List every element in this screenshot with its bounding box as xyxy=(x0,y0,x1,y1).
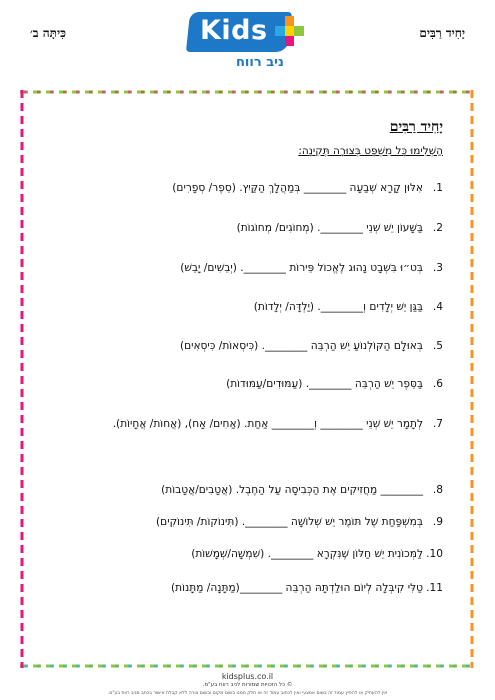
question-number: 9. xyxy=(432,516,443,528)
question-item xyxy=(38,258,443,278)
question-item xyxy=(38,480,443,500)
question-text: אִלּוּן קָרָא שְׁבַעָה ________ בְּמַהֲלָךְ הַקַּיִץ. (סֵפֶר/ סְפָרִים) xyxy=(172,182,423,194)
question-number: 1. xyxy=(432,182,443,194)
site-url: kidsplus.co.il xyxy=(221,672,274,681)
question-item xyxy=(38,336,443,356)
question-number: 6. xyxy=(432,378,443,390)
question-text: לְתָמָר יֵשׁ שְׁנֵי ________ וְ________ אַחַת. (אַחִים/ אָח), (אֲחוֹת/ אֲחָיוֹת). xyxy=(112,418,423,430)
question-number: 2. xyxy=(432,222,443,234)
topic-label: יָחִיד רַבִּים xyxy=(419,26,465,40)
worksheet-title: יָחִיד רַבִּים xyxy=(389,119,443,135)
question-text: בְּאוּלָם הַקּוֹלְנוֹעַ יֵשׁ הַרְבֵּה ________. (כִּיסְאוֹת/ כִּיסְאִים) xyxy=(179,340,423,352)
question-item xyxy=(38,374,443,394)
logo-subtitle: ניב רווח xyxy=(236,55,284,70)
question-text: טַלִּי קִיבְּלָה לְיוֹם הוּלַדְתָּהּ הַרְבֵּה ________(מַתָּנָה/ מַתָּנוֹת) xyxy=(171,582,423,594)
legal-notice: אין להעתיק או להפיץ עמוד זה בשום אמצעי ואין לכתוב עמוד זה או חלק ממנו בשום מקום ובשום צורה ללא קבלת אישור בכתב מניב רווח בע"מ. xyxy=(107,691,388,696)
question-text: בַּסֵּפֶר יֵשׁ הַרְבֵּה ________. (עַמּוּדִים/עַמּוּדוֹת) xyxy=(226,378,423,390)
question-text: בַּשָּׁעוֹן יֵשׁ שְׁנֵי ________. (מְחוֹגִים/ מְחוֹגוֹת) xyxy=(236,222,423,234)
question-number: 4. xyxy=(432,301,443,313)
question-text: בְּט״וּ בִּשְׁבָט נָהוּג לֶאֱכוֹל פֵּירוֹת ________. (יְבֵשִׁים/ יָבֵשׁ) xyxy=(180,262,423,274)
copyright-line: © כל הזכויות שמורות לניב רווח בע"מ. xyxy=(202,682,293,688)
kids-plus-logo xyxy=(188,12,306,76)
question-text: ________ מַחֲזִיקִים אֶת הַכְּבִיסָה עַל הַחֶבֶל. (אֲטָבִים/אֲטָבוֹת) xyxy=(161,484,423,496)
question-number: 11. xyxy=(426,582,443,594)
question-text: בַּגַּן יֵשׁ יְלָדִים וְ________. (יַלְדָּה/ יְלָדוֹת) xyxy=(253,301,423,313)
question-item xyxy=(38,178,443,198)
worksheet-instruction: הַשְׁלִימוּ כָּל מִשְׁפָּט בְּצוּרָה תְּקִינָה: xyxy=(298,145,443,157)
grade-label: כִּיתָּה ב׳ xyxy=(30,26,66,40)
question-number: 8. xyxy=(432,484,443,496)
question-text: לַמְּכוֹנִית יֵשׁ חַלּוֹן שֶׁנִּקְרָא ________. (שִׁמְשָׁה/שְׁמָשׁוֹת) xyxy=(191,548,423,560)
question-number: 3. xyxy=(432,262,443,274)
question-number: 5. xyxy=(432,340,443,352)
question-item xyxy=(38,218,443,238)
question-number: 7. xyxy=(432,418,443,430)
logo-word: Kids xyxy=(200,15,268,46)
question-number: 10. xyxy=(426,548,443,560)
question-item xyxy=(38,544,443,564)
question-item xyxy=(38,297,443,317)
question-item xyxy=(38,413,443,435)
question-item xyxy=(38,578,443,598)
question-item xyxy=(38,512,443,532)
question-text: בְּמִשְׁפַּחַת שֶׁל תּוֹמֶר יֵשׁ שְׁלוֹשָׁה ________. (תִּינוֹקוֹת/ תִּינוֹקִים) xyxy=(156,516,423,528)
plus-icon xyxy=(272,14,306,48)
